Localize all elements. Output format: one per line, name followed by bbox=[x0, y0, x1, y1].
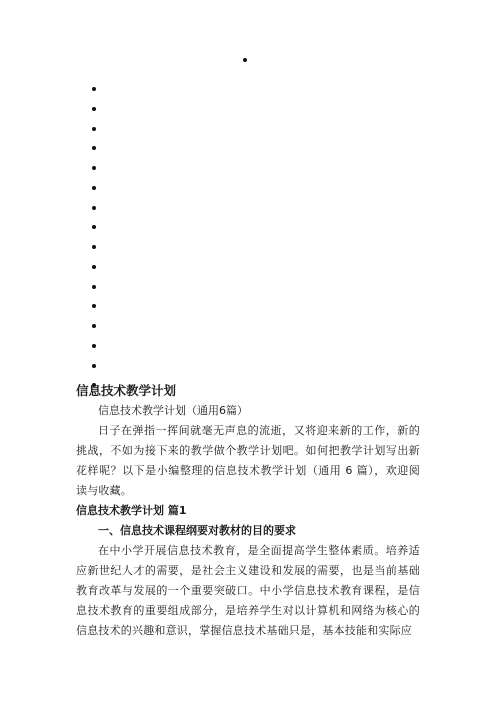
section-title: 信息技术教学计划 篇1 bbox=[76, 504, 187, 517]
sub-heading: 一、信息技术课程纲要对教材的目的要求 bbox=[98, 524, 296, 537]
intro-paragraph: 日子在弹指一挥间就毫无声息的流逝，又将迎来新的工作，新的挑战，不如为接下来的教学做个教学计划吧。如何把教学计划写出新花样呢？以下是小编整理的信息技术教学计划（通用 6 篇），欢迎阅读与收藏。 bbox=[76, 424, 420, 497]
document-title: 信息技术教学计划 bbox=[76, 383, 177, 398]
document-content bbox=[76, 381, 420, 641]
body-paragraph: 在中小学开展信息技术教育，是全面提高学生整体素质。培养适应新世纪人才的需要，是社会主义建设和发展的需要，也是当前基础教育改革与发展的一个重要突破口。中小学信息技术教育课程，是信息技术教育的重要组成部分，是培养学生对以计算机和网络为核心的信息技术的兴趣和意识，掌握信息技术基础只是，基本技能和实际应 bbox=[76, 544, 420, 637]
bullet-marker bbox=[243, 58, 247, 62]
document-subtitle: 信息技术教学计划（通用6篇） bbox=[98, 404, 248, 417]
